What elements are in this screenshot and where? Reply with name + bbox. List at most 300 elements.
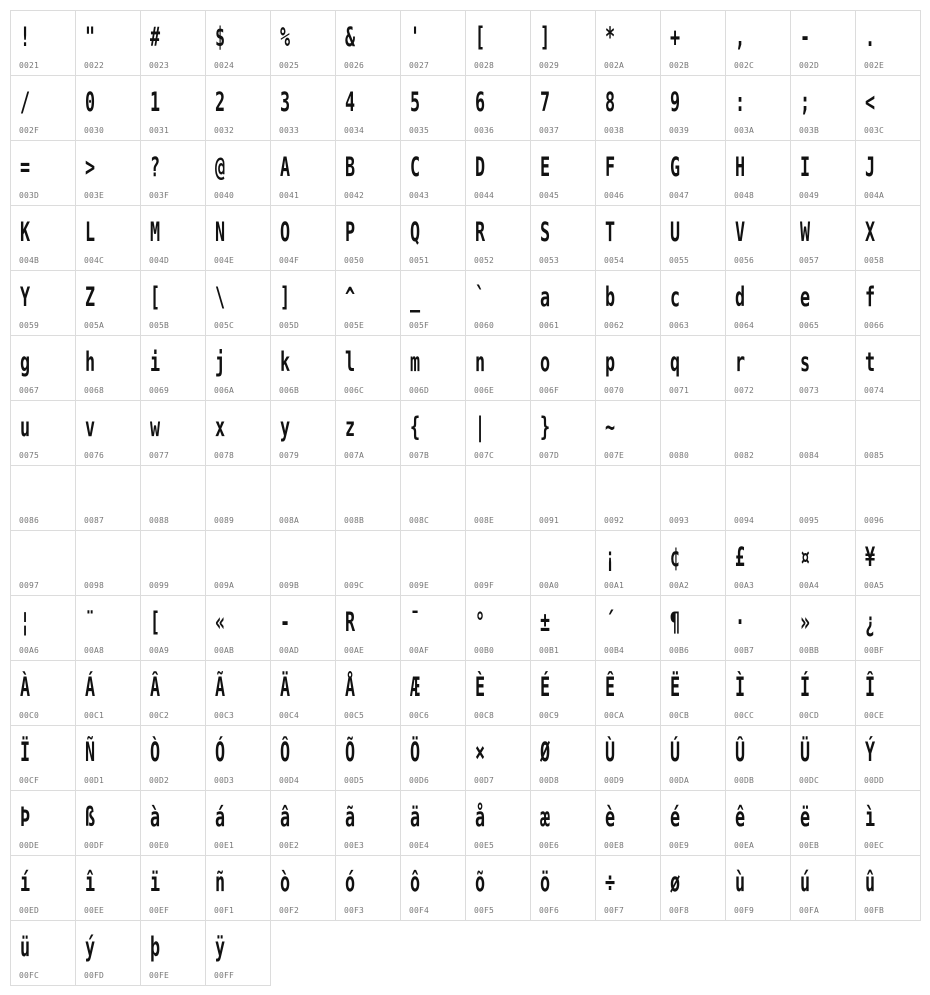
glyph-cell	[140, 660, 206, 726]
glyph-code-label: 00D7	[474, 776, 495, 785]
glyph-char: ö	[540, 867, 550, 898]
glyph-char: °	[475, 607, 485, 638]
glyph-code-label: 00AB	[214, 646, 235, 655]
glyph-code-label: 002B	[669, 61, 690, 70]
glyph-code-label: 0067	[19, 386, 40, 395]
glyph-char: ·	[735, 607, 745, 638]
glyph-cell	[75, 10, 141, 76]
glyph-cell	[335, 335, 401, 401]
glyph-code-label: 00D2	[149, 776, 170, 785]
glyph-cell	[270, 660, 336, 726]
glyph-cell	[270, 75, 336, 141]
glyph-code-label: 003D	[19, 191, 40, 200]
glyph-cell	[400, 530, 466, 596]
glyph-char: l	[345, 347, 355, 378]
glyph-code-label: 005C	[214, 321, 235, 330]
glyph-char: m	[410, 347, 420, 378]
glyph-char: 6	[475, 87, 485, 118]
glyph-code-label: 003C	[864, 126, 885, 135]
glyph-code-label: 0032	[214, 126, 235, 135]
glyph-code-label: 0029	[539, 61, 560, 70]
glyph-cell	[335, 595, 401, 661]
glyph-cell	[140, 465, 206, 531]
glyph-char: ï	[150, 867, 160, 898]
glyph-cell	[855, 400, 921, 466]
glyph-code-label: 00EA	[734, 841, 755, 850]
glyph-code-label: 004C	[84, 256, 105, 265]
glyph-char: û	[865, 867, 875, 898]
glyph-cell	[10, 270, 76, 336]
glyph-cell	[335, 270, 401, 336]
glyph-char: í	[20, 867, 30, 898]
glyph-code-label: 002A	[604, 61, 625, 70]
glyph-cell	[75, 140, 141, 206]
glyph-char: E	[540, 152, 550, 183]
glyph-code-label: 007A	[344, 451, 365, 460]
glyph-code-label: 004A	[864, 191, 885, 200]
glyph-char: p	[605, 347, 615, 378]
glyph-cell	[270, 335, 336, 401]
glyph-code-label: 004E	[214, 256, 235, 265]
glyph-char: ñ	[215, 867, 225, 898]
glyph-char: y	[280, 412, 290, 443]
glyph-char: `	[475, 282, 485, 313]
glyph-cell	[10, 335, 76, 401]
glyph-code-label: 00F6	[539, 906, 560, 915]
glyph-cell	[465, 660, 531, 726]
glyph-cell	[205, 790, 271, 856]
glyph-code-label: 00FF	[214, 971, 235, 980]
glyph-char: 3	[280, 87, 290, 118]
glyph-cell	[855, 660, 921, 726]
glyph-code-label: 00BF	[864, 646, 885, 655]
glyph-code-label: 0040	[214, 191, 235, 200]
glyph-cell	[530, 205, 596, 271]
glyph-char: K	[20, 217, 30, 248]
glyph-code-label: 0082	[734, 451, 755, 460]
glyph-code-label: 00E9	[669, 841, 690, 850]
glyph-code-label: 00FB	[864, 906, 885, 915]
glyph-char: À	[20, 672, 30, 703]
glyph-char: É	[540, 672, 550, 703]
glyph-char: k	[280, 347, 290, 378]
glyph-code-label: 00E5	[474, 841, 495, 850]
glyph-char: ì	[865, 802, 875, 833]
glyph-code-label: 00D1	[84, 776, 105, 785]
glyph-char: é	[670, 802, 680, 833]
glyph-code-label: 00A8	[84, 646, 105, 655]
glyph-cell	[530, 530, 596, 596]
glyph-char: Ò	[150, 737, 160, 768]
glyph-char: Ï	[20, 737, 30, 768]
glyph-char: U	[670, 217, 680, 248]
glyph-cell	[790, 400, 856, 466]
glyph-cell	[335, 205, 401, 271]
glyph-cell	[725, 205, 791, 271]
glyph-code-label: 006B	[279, 386, 300, 395]
glyph-char: Â	[150, 672, 160, 703]
glyph-char: £	[735, 542, 745, 573]
glyph-code-label: 0092	[604, 516, 625, 525]
glyph-code-label: 0030	[84, 126, 105, 135]
glyph-char: ×	[475, 737, 485, 768]
glyph-code-label: 00D9	[604, 776, 625, 785]
glyph-code-label: 0064	[734, 321, 755, 330]
glyph-cell	[855, 205, 921, 271]
glyph-cell	[270, 400, 336, 466]
glyph-code-label: 0084	[799, 451, 820, 460]
glyph-cell	[465, 75, 531, 141]
glyph-code-label: 003A	[734, 126, 755, 135]
glyph-cell	[75, 530, 141, 596]
glyph-char: ú	[800, 867, 810, 898]
glyph-cell	[660, 660, 726, 726]
glyph-code-label: 0068	[84, 386, 105, 395]
glyph-char: v	[85, 412, 95, 443]
glyph-cell	[725, 855, 791, 921]
glyph-char: ý	[85, 932, 95, 963]
glyph-cell	[140, 790, 206, 856]
glyph-code-label: 00F5	[474, 906, 495, 915]
glyph-code-label: 006F	[539, 386, 560, 395]
glyph-code-label: 0098	[84, 581, 105, 590]
glyph-cell	[465, 530, 531, 596]
glyph-char: [	[475, 22, 485, 53]
glyph-char: ;	[800, 87, 810, 118]
glyph-cell	[660, 335, 726, 401]
glyph-char: á	[215, 802, 225, 833]
glyph-char: '	[410, 22, 420, 53]
glyph-cell	[140, 855, 206, 921]
glyph-code-label: 0074	[864, 386, 885, 395]
glyph-char: d	[735, 282, 745, 313]
glyph-code-label: 00F9	[734, 906, 755, 915]
glyph-cell	[205, 530, 271, 596]
glyph-char: D	[475, 152, 485, 183]
glyph-char: ÷	[605, 867, 615, 898]
glyph-cell	[465, 465, 531, 531]
glyph-cell	[595, 140, 661, 206]
glyph-cell	[465, 10, 531, 76]
glyph-code-label: 00A4	[799, 581, 820, 590]
glyph-code-label: 0039	[669, 126, 690, 135]
glyph-cell	[10, 660, 76, 726]
glyph-char: @	[215, 152, 225, 183]
glyph-cell	[140, 920, 206, 986]
glyph-code-label: 0023	[149, 61, 170, 70]
glyph-char: f	[865, 282, 875, 313]
glyph-code-label: 00C1	[84, 711, 105, 720]
glyph-cell	[595, 855, 661, 921]
glyph-code-label: 006E	[474, 386, 495, 395]
glyph-char: B	[345, 152, 355, 183]
glyph-char: W	[800, 217, 810, 248]
glyph-cell	[270, 140, 336, 206]
glyph-code-label: 0066	[864, 321, 885, 330]
glyph-cell	[660, 530, 726, 596]
glyph-cell	[595, 790, 661, 856]
glyph-code-label: 005E	[344, 321, 365, 330]
glyph-code-label: 0051	[409, 256, 430, 265]
glyph-char: n	[475, 347, 485, 378]
glyph-char: j	[215, 347, 225, 378]
glyph-code-label: 007D	[539, 451, 560, 460]
glyph-code-label: 0045	[539, 191, 560, 200]
glyph-code-label: 005A	[84, 321, 105, 330]
glyph-code-label: 0088	[149, 516, 170, 525]
glyph-cell	[595, 400, 661, 466]
glyph-code-label: 0022	[84, 61, 105, 70]
glyph-char: :	[735, 87, 745, 118]
glyph-char: 2	[215, 87, 225, 118]
glyph-char: â	[280, 802, 290, 833]
glyph-cell	[660, 595, 726, 661]
glyph-code-label: 00B7	[734, 646, 755, 655]
glyph-code-label: 00DC	[799, 776, 820, 785]
glyph-code-label: 00C5	[344, 711, 365, 720]
glyph-char: L	[85, 217, 95, 248]
glyph-cell	[660, 75, 726, 141]
glyph-char: ¥	[865, 542, 875, 573]
glyph-char: þ	[150, 932, 160, 963]
glyph-code-label: 003B	[799, 126, 820, 135]
glyph-code-label: 0060	[474, 321, 495, 330]
glyph-char: "	[85, 22, 95, 53]
glyph-code-label: 0072	[734, 386, 755, 395]
glyph-code-label: 00F3	[344, 906, 365, 915]
glyph-code-label: 00CB	[669, 711, 690, 720]
glyph-cell	[205, 140, 271, 206]
glyph-code-label: 0099	[149, 581, 170, 590]
glyph-code-label: 0033	[279, 126, 300, 135]
glyph-char: à	[150, 802, 160, 833]
glyph-code-label: 00C8	[474, 711, 495, 720]
glyph-code-label: 007C	[474, 451, 495, 460]
glyph-code-label: 004F	[279, 256, 300, 265]
glyph-char: 8	[605, 87, 615, 118]
glyph-cell	[790, 855, 856, 921]
glyph-cell	[10, 855, 76, 921]
glyph-code-label: 006C	[344, 386, 365, 395]
glyph-cell	[335, 660, 401, 726]
glyph-code-label: 00AD	[279, 646, 300, 655]
glyph-cell	[595, 725, 661, 791]
glyph-char: r	[735, 347, 745, 378]
glyph-char: |	[475, 412, 485, 443]
glyph-char: X	[865, 217, 875, 248]
glyph-char: t	[865, 347, 875, 378]
glyph-char: Z	[85, 282, 95, 313]
glyph-char: î	[85, 867, 95, 898]
glyph-code-label: 00D4	[279, 776, 300, 785]
glyph-cell	[140, 140, 206, 206]
glyph-code-label: 00E3	[344, 841, 365, 850]
glyph-code-label: 0062	[604, 321, 625, 330]
glyph-char: [	[150, 607, 160, 638]
glyph-code-label: 00DA	[669, 776, 690, 785]
glyph-cell	[10, 595, 76, 661]
glyph-code-label: 0035	[409, 126, 430, 135]
glyph-char: u	[20, 412, 30, 443]
glyph-char: <	[865, 87, 875, 118]
glyph-code-label: 0093	[669, 516, 690, 525]
glyph-char: V	[735, 217, 745, 248]
glyph-cell	[335, 790, 401, 856]
glyph-char: ¦	[20, 607, 30, 638]
glyph-char: H	[735, 152, 745, 183]
glyph-code-label: 0073	[799, 386, 820, 395]
glyph-char: ^	[345, 282, 355, 313]
glyph-code-label: 002E	[864, 61, 885, 70]
glyph-code-label: 00B4	[604, 646, 625, 655]
glyph-cell	[400, 790, 466, 856]
glyph-char: Q	[410, 217, 420, 248]
glyph-char: ~	[605, 412, 615, 443]
glyph-code-label: 0061	[539, 321, 560, 330]
glyph-code-label: 0070	[604, 386, 625, 395]
glyph-code-label: 00ED	[19, 906, 40, 915]
glyph-code-label: 0046	[604, 191, 625, 200]
glyph-char: s	[800, 347, 810, 378]
glyph-cell	[855, 790, 921, 856]
glyph-code-label: 00DE	[19, 841, 40, 850]
glyph-cell	[530, 10, 596, 76]
glyph-code-label: 0053	[539, 256, 560, 265]
glyph-code-label: 00C2	[149, 711, 170, 720]
glyph-code-label: 0034	[344, 126, 365, 135]
glyph-cell	[205, 920, 271, 986]
glyph-char: Ü	[800, 737, 810, 768]
glyph-cell	[75, 595, 141, 661]
glyph-cell	[205, 400, 271, 466]
glyph-cell	[530, 140, 596, 206]
glyph-cell	[790, 790, 856, 856]
glyph-cell	[660, 270, 726, 336]
glyph-cell	[270, 855, 336, 921]
glyph-cell	[335, 10, 401, 76]
glyph-cell	[595, 530, 661, 596]
glyph-code-label: 00E1	[214, 841, 235, 850]
glyph-cell	[140, 725, 206, 791]
glyph-code-label: 0095	[799, 516, 820, 525]
glyph-char: å	[475, 802, 485, 833]
glyph-char: Þ	[20, 802, 30, 833]
glyph-code-label: 00DB	[734, 776, 755, 785]
glyph-cell	[530, 465, 596, 531]
glyph-cell	[75, 465, 141, 531]
glyph-cell	[595, 205, 661, 271]
glyph-code-label: 00FA	[799, 906, 820, 915]
glyph-code-label: 0057	[799, 256, 820, 265]
glyph-char: Á	[85, 672, 95, 703]
glyph-cell	[75, 790, 141, 856]
glyph-char: g	[20, 347, 30, 378]
glyph-char: ¡	[605, 542, 615, 573]
glyph-code-label: 00EB	[799, 841, 820, 850]
glyph-cell	[205, 335, 271, 401]
glyph-char: -	[800, 22, 810, 53]
glyph-cell	[400, 660, 466, 726]
glyph-cell	[140, 335, 206, 401]
glyph-cell	[725, 335, 791, 401]
glyph-char: 9	[670, 87, 680, 118]
glyph-code-label: 00AE	[344, 646, 365, 655]
glyph-code-label: 00E0	[149, 841, 170, 850]
glyph-cell	[10, 205, 76, 271]
glyph-char: Ë	[670, 672, 680, 703]
glyph-code-label: 00EE	[84, 906, 105, 915]
glyph-code-label: 00C4	[279, 711, 300, 720]
glyph-cell	[855, 10, 921, 76]
glyph-cell	[530, 270, 596, 336]
glyph-cell	[530, 725, 596, 791]
glyph-code-label: 009B	[279, 581, 300, 590]
glyph-code-label: 0042	[344, 191, 365, 200]
glyph-code-label: 0077	[149, 451, 170, 460]
glyph-cell	[660, 790, 726, 856]
glyph-code-label: 00B0	[474, 646, 495, 655]
glyph-char: >	[85, 152, 95, 183]
glyph-cell	[205, 205, 271, 271]
glyph-cell	[530, 400, 596, 466]
glyph-cell	[75, 400, 141, 466]
glyph-cell	[595, 595, 661, 661]
glyph-code-label: 00BB	[799, 646, 820, 655]
glyph-cell	[725, 660, 791, 726]
glyph-code-label: 0024	[214, 61, 235, 70]
glyph-cell	[10, 75, 76, 141]
glyph-code-label: 0085	[864, 451, 885, 460]
glyph-code-label: 0086	[19, 516, 40, 525]
glyph-code-label: 00E6	[539, 841, 560, 850]
glyph-cell	[400, 855, 466, 921]
glyph-cell	[725, 725, 791, 791]
glyph-cell	[400, 205, 466, 271]
glyph-cell	[270, 270, 336, 336]
glyph-cell	[205, 660, 271, 726]
glyph-char: ã	[345, 802, 355, 833]
glyph-char: Å	[345, 672, 355, 703]
glyph-char: %	[280, 22, 290, 53]
glyph-code-label: 008A	[279, 516, 300, 525]
glyph-cell	[660, 465, 726, 531]
glyph-char: ê	[735, 802, 745, 833]
glyph-char: Ê	[605, 672, 615, 703]
glyph-cell	[140, 270, 206, 336]
glyph-char: Ã	[215, 672, 225, 703]
glyph-code-label: 0031	[149, 126, 170, 135]
glyph-cell	[270, 205, 336, 271]
glyph-char: 1	[150, 87, 160, 118]
glyph-cell	[205, 270, 271, 336]
glyph-code-label: 00F4	[409, 906, 430, 915]
glyph-cell	[140, 595, 206, 661]
glyph-code-label: 0036	[474, 126, 495, 135]
glyph-char: h	[85, 347, 95, 378]
glyph-cell	[790, 725, 856, 791]
glyph-cell	[270, 10, 336, 76]
glyph-char: ¯	[410, 607, 420, 638]
glyph-code-label: 007B	[409, 451, 430, 460]
glyph-code-label: 00DF	[84, 841, 105, 850]
glyph-cell	[855, 855, 921, 921]
glyph-char: Ú	[670, 737, 680, 768]
glyph-code-label: 005D	[279, 321, 300, 330]
glyph-code-label: 008B	[344, 516, 365, 525]
glyph-char: $	[215, 22, 225, 53]
glyph-grid	[10, 10, 920, 985]
glyph-code-label: 006A	[214, 386, 235, 395]
